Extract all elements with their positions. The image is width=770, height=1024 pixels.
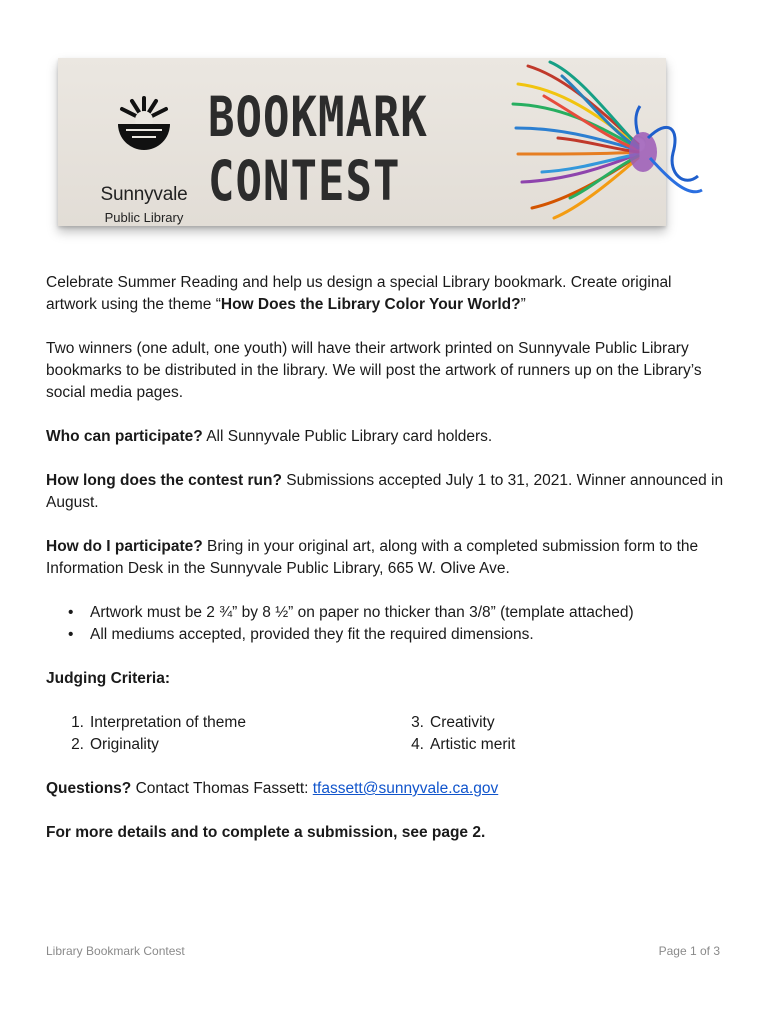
page-number: Page 1 of 3 [658,944,720,958]
criteria-label: Interpretation of theme [90,714,246,731]
theme-text: How Does the Library Color Your World? [220,296,521,313]
faq-question: How do I participate? [46,538,203,555]
intro-text: Celebrate Summer Reading and help us design a special Library bookmark. Create original artwork using the theme “ [46,274,672,313]
banner-title-line2: CONTEST [208,150,401,214]
criteria-number: 4. [411,736,424,753]
contact-question: Questions? [46,780,132,797]
faq-how-participate [46,536,726,580]
requirements-list [46,602,726,646]
email-link[interactable]: tfassett@sunnyvale.ca.gov [312,780,499,797]
list-item [46,712,386,734]
list-item [386,734,726,756]
faq-answer: Bring in your original art, along with a completed submission form to the Information Desk in the Sunnyvale Public Library, 665 W. Olive Ave. [46,538,699,577]
criteria-number: 1. [71,714,84,731]
list-item: • All mediums accepted, provided they fit the required dimensions. [46,624,726,646]
contact-text: Contact Thomas Fassett: [131,780,313,797]
closing-text: For more details and to complete a submission, see page 2. [46,824,486,841]
criteria-number: 2. [71,736,84,753]
criteria-column-right [386,712,726,756]
sunrise-logo-icon [114,94,174,150]
logo-name: Sunnyvale [100,184,188,205]
closing-line [46,822,726,844]
footer-title: Library Bookmark Contest [46,944,185,958]
criteria-list [46,712,726,756]
logo-subtitle: Public Library [104,210,184,225]
list-item [46,734,386,756]
faq-answer: Submissions accepted July 1 to 31, 2021. Winner announced in August. [46,472,724,511]
faq-who [46,426,726,448]
criteria-label: Originality [90,736,159,753]
criteria-heading: Judging Criteria: [46,670,171,687]
banner-title-line1: BOOKMARK [208,86,428,150]
intro-end: ” [520,296,526,313]
contest-banner [58,58,666,226]
criteria-column-left [46,712,386,756]
criteria-label: Artistic merit [430,736,516,753]
intro-paragraph [46,272,726,316]
criteria-label: Creativity [430,714,495,731]
list-item: • Artwork must be 2 ¾” by 8 ½” on paper no thicker than 3/8” (template attached) [46,602,726,624]
winners-paragraph: Two winners (one adult, one youth) will have their artwork printed on Sunnyvale Public Library bookmarks to be distributed in the library. We will post the artwork of runners up on the Library’s social media pages. [46,340,702,401]
faq-answer: All Sunnyvale Public Library card holders. [202,428,493,445]
list-item [386,712,726,734]
contest-body [46,272,726,866]
tassel-icon [458,58,708,228]
faq-how-long [46,470,726,514]
faq-question: How long does the contest run? [46,472,282,489]
contact-line [46,778,726,800]
faq-question: Who can participate? [46,428,203,445]
criteria-number: 3. [411,714,424,731]
